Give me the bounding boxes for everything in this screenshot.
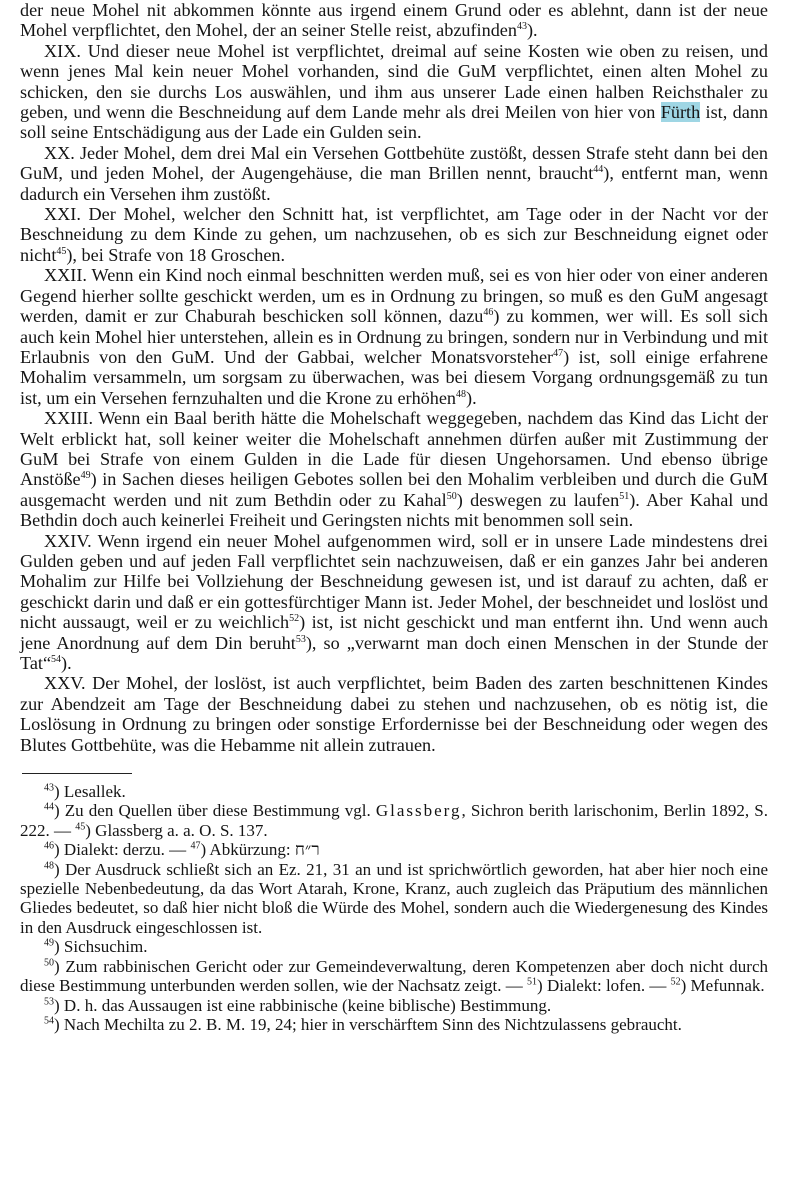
footnotes: [20, 782, 768, 1034]
footnote-ref[interactable]: 44: [593, 164, 604, 176]
footnote-ref[interactable]: 46: [483, 307, 494, 319]
footnote-54: $^{54}$) Nach Mechilta zu 2. B. M. 19, 24; hier in verschärftem Sinn des Nichtzulassens gebraucht.: [44, 1014, 682, 1034]
paragraph-xxiv: XXIV. Wenn irgend ein neuer Mohel aufgenommen wird, soll er in unsere Lade mindestens drei Gulden geben und auf jeden Fall verpflichtet sein nachzuweisen, daß er ein ganzes Jahr bei anderen Mohalim zur Hilfe bei Vollziehung der Beschneidung gewesen ist, und ist darauf zu achten, daß er geschickt darin und daß er ein gottesfürchtiger Mann ist. Jeder Mohel, der beschneidet und loslöst und nicht aussaugt, weil er zu weichlich$^{52}$) ist, ist nicht geschickt und man entfernt ihn. Und wenn auch jene Anordnung auf dem Din beruht$^{53}$), so „verwarnt man doch einen Menschen in der Stunde der Tat“$^{54}$).: [20, 530, 768, 673]
paragraph-xix: XIX. Und dieser neue Mohel ist verpflichtet, dreimal auf seine Kosten wie oben zu reisen, und wenn jenes Mal kein neuer Mohel vorhanden, sind die GuM verpflichtet, einen alten Mohel zu schicken, den sie durchs Los auswählen, und ihm aus unserer Lade einen halben Reichsthaler zu geben, und wenn die Beschneidung auf dem Lande mehr als drei Meilen von hier von Fürth ist, dann soll seine Entschädigung aus der Lade ein Gulden sein.: [20, 40, 769, 143]
footnote-ref[interactable]: 43: [516, 21, 527, 33]
footnote-ref[interactable]: 50: [446, 490, 457, 502]
author-name: Glassberg: [375, 801, 462, 821]
paragraph-xxiii: XXIII. Wenn ein Baal berith hätte die Mohelschaft weggegeben, nachdem das Kind das Licht der Welt erblickt hat, soll keiner weiter die Mohelschaft annehmen dürfen außer mit Zustimmung der GuM bei Strafe von einem Gulden in die Lade für diesen Ungehorsamen. Und ebenso übrige Anstöße$^{49}$) in Sachen dieses heiligen Gebotes sollen bei den Mohalim verbleiben und durch die GuM ausgemacht werden und nit zum Bethdin oder zu Kahal$^{50}$) deswegen zu laufen$^{51}$). Aber Kahal und Bethdin doch auch keinerlei Freiheit und Geringsten nichts mit benommen soll sein.: [20, 408, 768, 531]
footnote-ref[interactable]: 54: [51, 653, 62, 665]
footnote-50: $^{50}$) Zum rabbinischen Gericht oder zur Gemeindeverwaltung, deren Kompetenzen aber doch nicht durch diese Bestimmung unterbunden werden sollen, wie der Nachsatz zeigt. — $^{51}$) Dialekt: lofen. — $^{52}$) Mefunnak.: [20, 956, 768, 996]
footnote-48: $^{48}$) Der Ausdruck schließt sich an Ez. 21, 31 an und ist sprichwörtlich geworden, hat aber hier noch eine spezielle Nebenbedeutung, da das Wort Atarah, Krone, Kranz, auch zugleich das Präputium des männlichen Gliedes bedeutet, so daß hier nicht bloß die Würde des Mohel, sondern auch die Wiedergenesung des Kindes in den Ausdruck eingeschlossen ist.: [20, 859, 768, 937]
footnote-53: $^{53}$) D. h. das Aussaugen ist eine rabbinische (keine biblische) Bestimmung.: [44, 995, 552, 1015]
footnote-49: $^{49}$) Sichsuchim.: [44, 937, 148, 957]
paragraph-xxii: XXII. Wenn ein Kind noch einmal beschnitten werden muß, sei es von hier oder von einer anderen Gegend hierher sollte geschickt werden, um es in Ordnung zu bringen, so muß es den GuM angesagt werden, damit er zur Chaburah beschicken soll können, dazu$^{46}$) zu kommen, wer will. Es soll sich auch kein Mohel hier unterstehen, allein es in Ordnung zu bringen, sondern nur in Verbindung und mit Erlaubnis von den GuM. Und der Gabbai, welcher Monatsvorsteher$^{47}$) ist, soll einige erfahrene Mohalim versammeln, um sorgsam zu überwachen, was bei diesem Vorgang ordnungsgemäß zu tun ist, um ein Versehen fernzuhalten und die Krone zu erhöhen$^{48}$).: [20, 265, 768, 408]
highlighted-word: Fürth: [660, 102, 701, 123]
footnote-ref[interactable]: 45: [56, 245, 67, 257]
footnote-ref[interactable]: 51: [619, 490, 630, 502]
paragraph-xx: XX. Jeder Mohel, dem drei Mal ein Versehen Gottbehüte zustößt, dessen Strafe steht dann bei den GuM, und jeden Mohel, der Augengehäuse, die man Brillen nennt, braucht$^{44}$), entfernt man, wenn dadurch ein Versehen ihm zustößt.: [20, 142, 768, 204]
paragraph-xxi: XXI. Der Mohel, welcher den Schnitt hat, ist verpflichtet, am Tage oder in der Nacht vor der Beschneidung zu dem Kinde zu gehen, um nachzusehen, ob es sich zur Beschneidung eignet oder nicht$^{45}$), bei Strafe von 18 Groschen.: [20, 204, 768, 265]
footnote-ref[interactable]: 53: [295, 633, 306, 645]
footnote-ref[interactable]: 47: [553, 347, 564, 359]
main-text: [20, 0, 768, 755]
footnote-ref[interactable]: 49: [80, 470, 91, 482]
footnote-ref[interactable]: 48: [456, 388, 467, 400]
footnote-44: $^{44}$) Zu den Quellen über diese Bestimmung vgl. Glassberg, Sichron berith larischonim, Berlin 1892, S. 222. — $^{45}$) Glassberg a. a. O. S. 137.: [20, 801, 768, 840]
footnote-divider: [22, 773, 132, 774]
footnote-ref[interactable]: 52: [289, 613, 300, 625]
paragraph-continuation: der neue Mohel nit abkommen könnte aus irgend einem Grund oder es ablehnt, dann ist der neue Mohel verpflichtet, den Mohel, der an seiner Stelle reist, abzufinden$^{43}$).: [20, 0, 768, 41]
paragraph-xxv: XXV. Der Mohel, der loslöst, ist auch verpflichtet, beim Baden des zarten beschnittenen Kindes zur Abendzeit am Tage der Beschneidung dabei zu stehen und nachzusehen, ob es nötig ist, die Loslösung in Ordnung zu bringen oder sonstige Erfordernisse bei der Beschneidung oder wegen des Blutes Gottbehüte, was die Hebamme nit allein zutrauen.: [20, 673, 768, 755]
footnote-46: $^{46}$) Dialekt: derzu. — $^{47}$) Abkürzung: ר״ח: [44, 840, 320, 860]
footnote-43: $^{43}$) Lesallek.: [44, 782, 126, 802]
